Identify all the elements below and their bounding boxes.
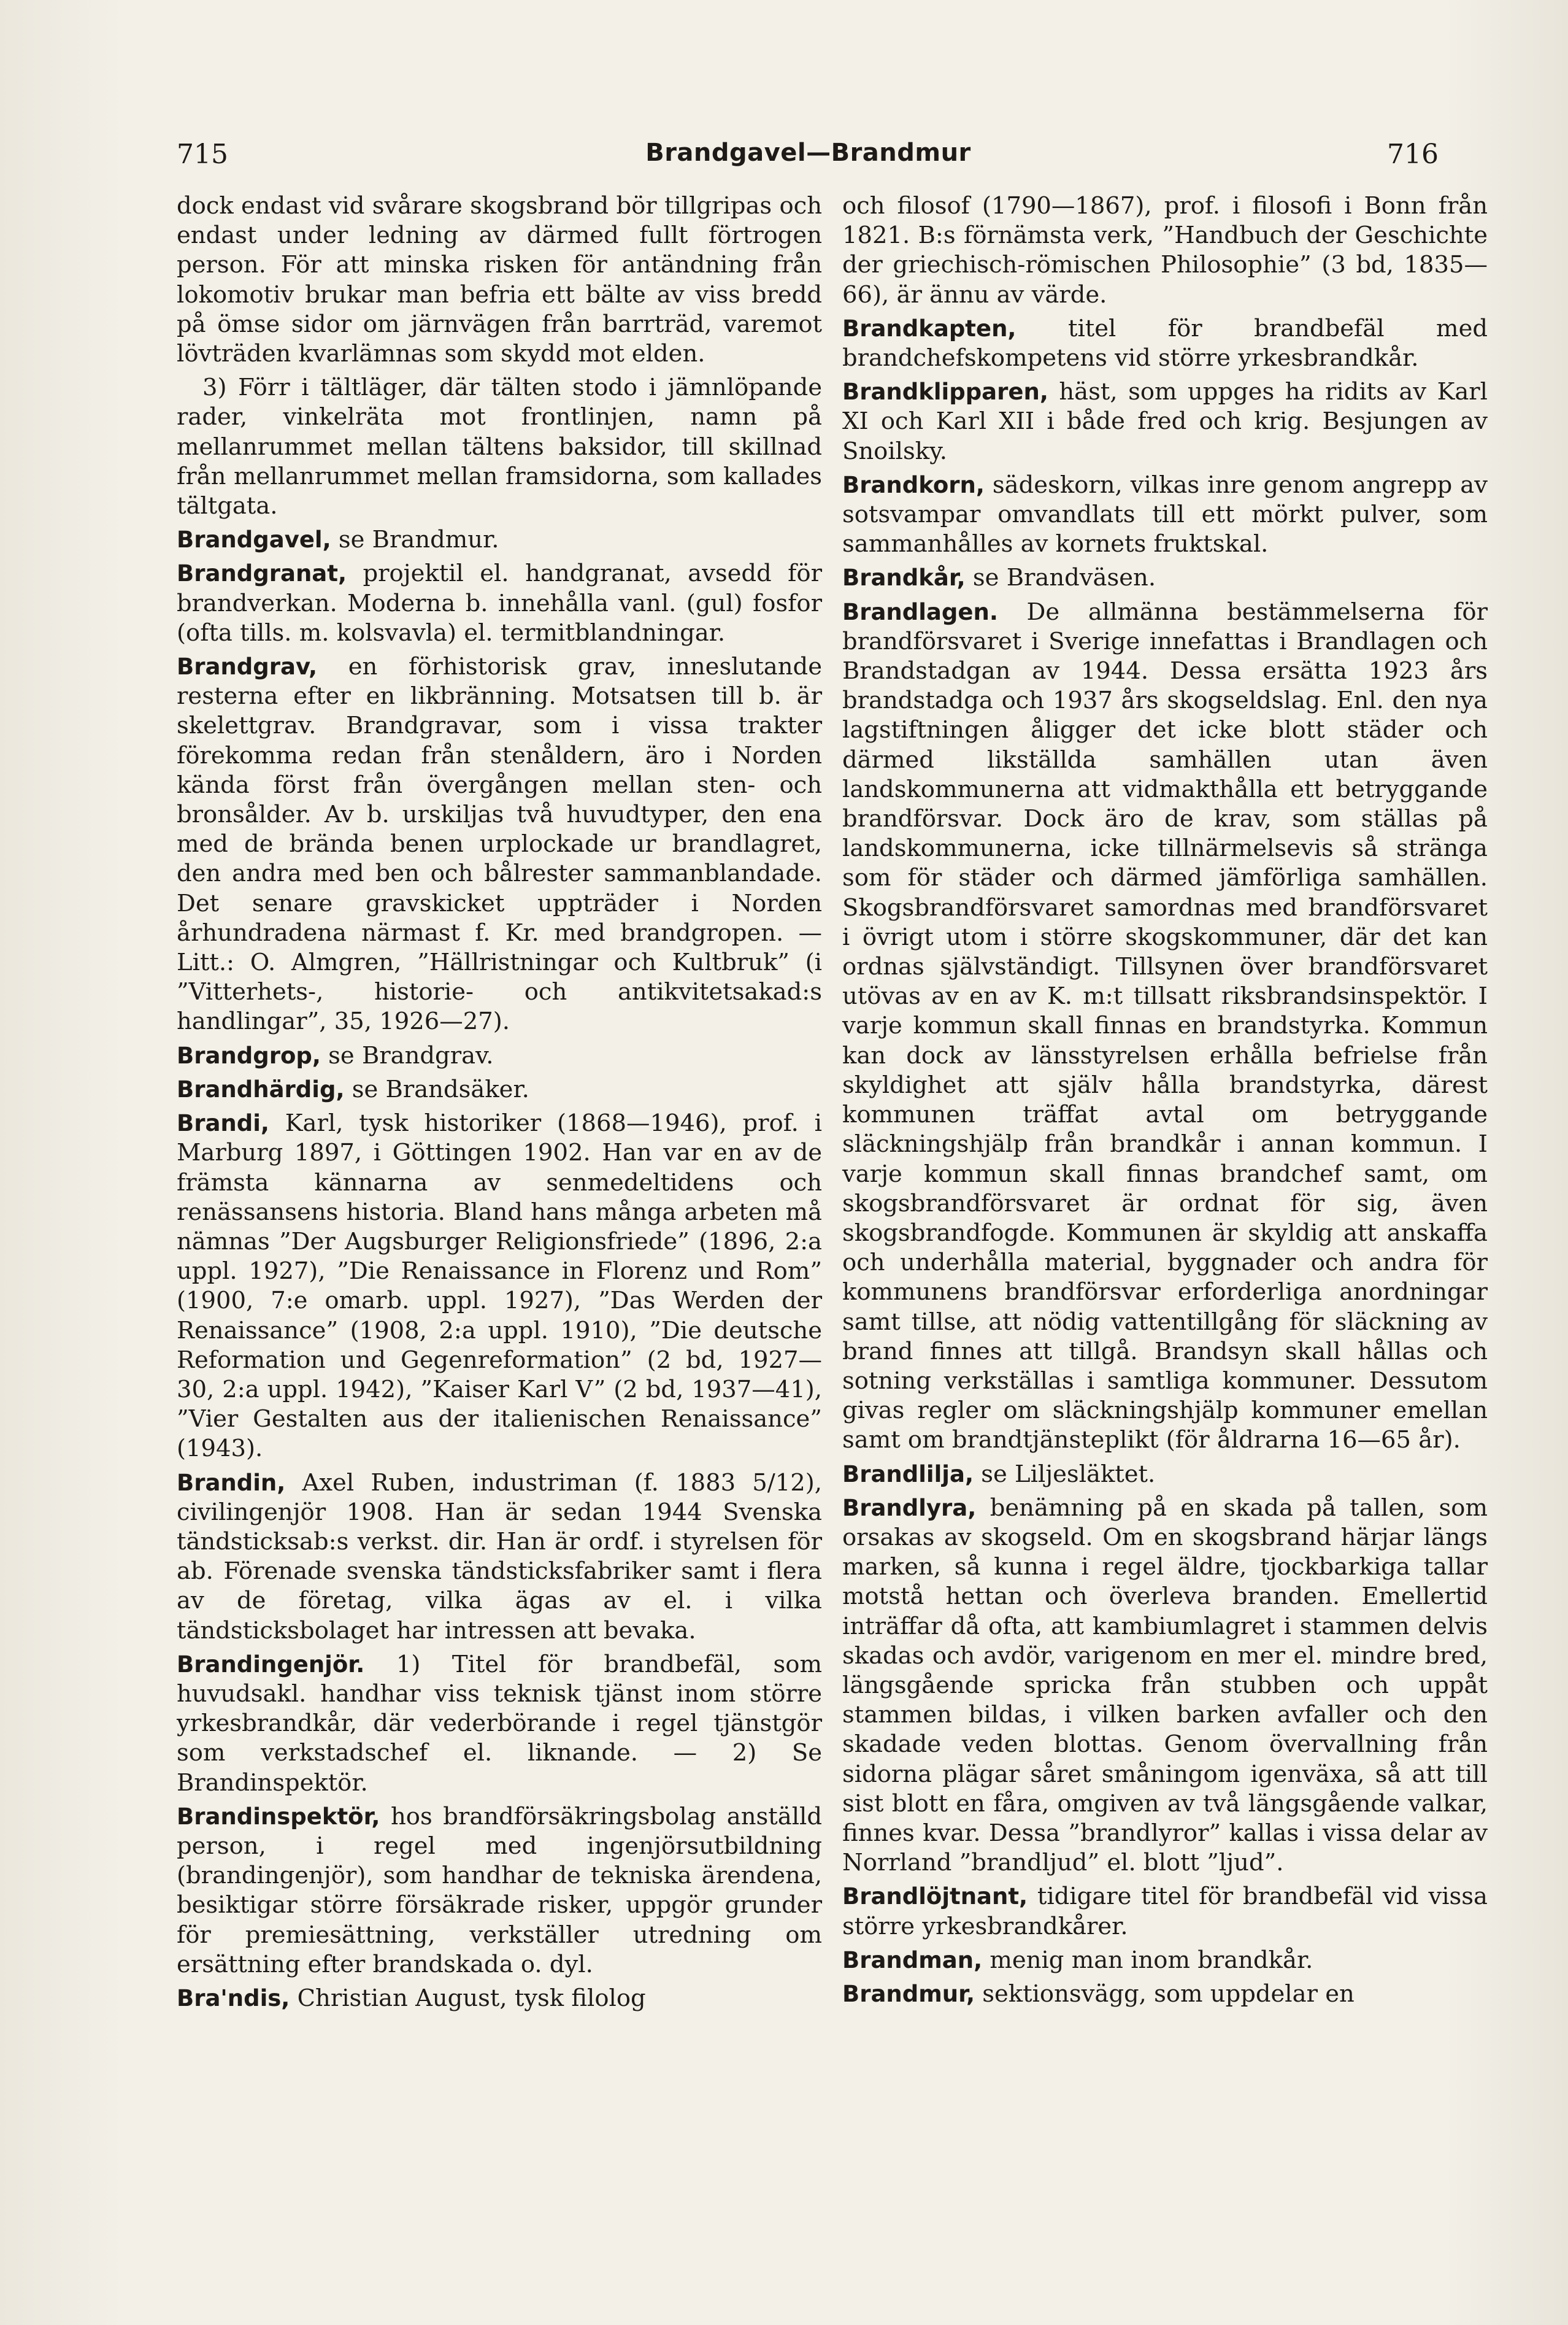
page-number-left: 715	[177, 139, 228, 170]
page-header	[172, 139, 1445, 182]
entry-text: Karl, tysk historiker (1868—1946), prof. i Marburg 1897, i Göttingen 1902. Han var en av de främsta kännarna av senmedeltidens och renässansens historia. Bland hans många arbeten må nämnas ”Der Augsburger Religionsfriede” (1896, 2:a uppl. 1927), ”Die Renaissance in Florenz und Rom” (1900, 7:e omarb. uppl. 1927), ”Das Werden der Renaissance” (1908, 2:a uppl. 1910), ”Die deutsche Reformation und Gegenreformation” (2 bd, 1927—30, 2:a uppl. 1942), ”Kaiser Karl V” (2 bd, 1937—41), ”Vier Gestalten aus der italienischen Renaissance” (1943).	[177, 1109, 822, 1463]
dictionary-entry	[177, 1041, 822, 1071]
entry-headword: Brandin,	[177, 1469, 286, 1496]
entry-text: dock endast vid svårare skogsbrand bör tillgripas och endast under ledning av därmed fullt förtrogen person. För att minska risken för antändning från lokomotiv brukar man befria ett bälte av viss bredd på ömse sidor om järnvägen från barrträd, varemot lövträden kvarlämnas som skydd mot elden.	[177, 192, 822, 368]
dictionary-entry	[177, 1109, 822, 1463]
entry-headword: Brandi,	[177, 1110, 269, 1137]
entry-headword: Brandlilja,	[842, 1460, 974, 1487]
entry-headword: Brandlöjtnant,	[842, 1883, 1028, 1910]
entry-text: projektil el. handgranat, avsedd för brandverkan. Moderna b. innehålla vanl. (gul) fosfor (ofta tills. m. kolsvavla) el. termitblandningar.	[177, 560, 822, 647]
entry-headword: Brandmur,	[842, 1980, 975, 2007]
entry-headword: Brandingenjör.	[177, 1651, 365, 1678]
entry-text: häst, som uppges ha ridits av Karl XI och Karl XII i både fred och krig. Besjungen av Snoilsky.	[842, 378, 1488, 465]
entry-headword: Brandklipparen,	[842, 379, 1048, 406]
dictionary-entry	[842, 1980, 1488, 2009]
entry-headword: Brandgrop,	[177, 1042, 321, 1069]
entry-headword: Brandgavel,	[177, 526, 331, 553]
page-number-right: 716	[1387, 139, 1439, 170]
dictionary-entry	[842, 1494, 1488, 1878]
entry-headword: Brandman,	[842, 1946, 983, 1973]
entry-text: menig man inom brandkår.	[982, 1946, 1313, 1974]
entry-text: sädeskorn, vilkas inre genom angrepp av sotsvampar omvandlats till ett mörkt pulver, som sammanhålles av kornets fruktskal.	[842, 471, 1488, 558]
entry-headword: Brandgranat,	[177, 560, 347, 587]
dictionary-entry	[842, 314, 1488, 373]
entry-headword: Brandkorn,	[842, 471, 985, 498]
entry-text: Christian August, tysk filolog	[290, 1984, 646, 2012]
dictionary-entry	[842, 1882, 1488, 1941]
entry-text: Axel Ruben, industriman (f. 1883 5/12), civilingenjör 1908. Han är sedan 1944 Svenska tändsticksab:s verkst. dir. Han är ordf. i styrelsen för ab. Förenade svenska tändsticksfabriker samt i flera av de företag, vilka ägas av el. i vilka tändsticksbolaget har intressen att bevaka.	[177, 1468, 822, 1644]
entry-headword: Brandkår,	[842, 565, 966, 592]
dictionary-entry	[842, 377, 1488, 466]
entry-text: De allmänna bestämmelserna för brandförsvaret i Sverige innefattas i Brandlagen och Brandstadgan av 1944. Dessa ersätta 1923 års brandstadga och 1937 års skogseldslag. Enl. den nya lagstiftningen åligger det icke blott städer och därmed likställda samhällen utan även landskommunerna att vidmakthålla ett betryggande brandförsvar. Dock äro de krav, som ställas på landskommunerna, icke tillnärmelsevis så stränga som för städer och därmed jämförliga samhällen. Skogsbrandförsvaret samordnas med brandförsvaret i övrigt utom i större skogskommuner, där det kan ordnas självständigt. Tillsynen över brandförsvaret utövas av en av K. m:t tillsatt riksbrandsinspektör. I varje kommun skall finnas en brandstyrka. Kommun kan dock av länsstyrelsen erhålla befrielse från skyldighet att själv hålla brandstyrka, därest kommunen träffat avtal om betryggande släckningshjälp från brandkår i annan kommun. I varje kommun skall finnas brandchef samt, om skogsbrandförsvaret är ordnat för sig, även skogsbrandfogde. Kommunen är skyldig att anskaffa och underhålla material, byggnader och andra för kommunens brandförsvar erforderliga anordningar samt tillse, att nödig vattentillgång för släckning av brand finnes att tillgå. Brandsyn skall hållas och sotning verkställas i samtliga kommuner. Dessutom givas regler om släckningshjälp kommuner emellan samt om brandtjänsteplikt (för åldrarna 16—65 år).	[842, 598, 1488, 1454]
entry-headword: Brandgrav,	[177, 654, 318, 681]
entry-text: och filosof (1790—1867), prof. i filosofi i Bonn från 1821. B:s förnämsta verk, ”Handbuch der Geschichte der griechisch-römischen Philosophie” (3 bd, 1835—66), är ännu av värde.	[842, 192, 1488, 309]
dictionary-entry	[842, 598, 1488, 1456]
dictionary-entry	[177, 525, 822, 555]
entry-text: se Brandmur.	[331, 526, 499, 554]
dictionary-entry	[842, 563, 1488, 593]
dictionary-entry	[177, 1075, 822, 1105]
running-title: Brandgavel—Brandmur	[645, 139, 971, 167]
dictionary-entry	[177, 559, 822, 648]
entry-headword: Brandhärdig,	[177, 1076, 345, 1103]
entry-text: se Brandväsen.	[965, 564, 1156, 592]
dictionary-entry	[842, 1946, 1488, 1975]
right-column	[842, 191, 1488, 2013]
dictionary-entry	[177, 1984, 822, 2013]
entry-text: se Brandsäker.	[344, 1075, 529, 1103]
entry-text: 1) Titel för brandbefäl, som huvudsakl. handhar viss teknisk tjänst inom större yrkesbrandkår, där vederbörande i regel tjänstgör som verkstadschef el. liknande. — 2) Se Brandinspektör.	[177, 1650, 822, 1797]
entry-text: hos brandförsäkringsbolag anställd person, i regel med ingenjörsutbildning (brandingenjör), som handhar de tekniska ärendena, besiktigar större försäkrade risker, uppgör grunder för premiesättning, verkställer utredning om ersättning efter brandskada o. dyl.	[177, 1802, 822, 1978]
entry-headword: Brandlyra,	[842, 1494, 977, 1521]
dictionary-entry	[177, 373, 822, 521]
entry-headword: Bra'ndis,	[177, 1984, 290, 2011]
entry-headword: Brandkapten,	[842, 315, 1017, 342]
entry-text: se Liljesläktet.	[974, 1460, 1156, 1488]
entry-text: tidigare titel för brandbefäl vid vissa större yrkesbrandkårer.	[842, 1883, 1488, 1940]
entry-text: 3) Förr i tältläger, där tälten stodo i jämnlöpande rader, vinkelräta mot frontlinjen, namn på mellanrummet mellan tältens baksidor, till skillnad från mellanrummet mellan framsidorna, som kallades tältgata.	[177, 374, 822, 520]
dictionary-entry	[842, 1460, 1488, 1489]
dictionary-entry	[842, 471, 1488, 560]
dictionary-entry	[842, 191, 1488, 310]
entry-text: se Brandgrav.	[320, 1041, 494, 1070]
dictionary-entry	[177, 1468, 822, 1646]
entry-headword: Brandinspektör,	[177, 1803, 380, 1830]
entry-headword: Brandlagen.	[842, 598, 998, 625]
entry-text: en förhistorisk grav, inneslutande resterna efter en likbränning. Motsatsen till b. är skelettgrav. Brandgravar, som i vissa trakter förekomma redan från stenåldern, äro i Norden kända först från övergången mellan sten- och bronsålder. Av b. urskiljas två huvudtyper, den ena med de brända benen urplockade ur brandlagret, den andra med ben och bålrester sammanblandade. Det senare gravskicket uppträder i Norden århundradena närmast f. Kr. med brandgropen. — Litt.: O. Almgren, ”Hällristningar och Kultbruk” (i ”Vitterhets-, historie- och antikvitetsakad:s handlingar”, 35, 1926—27).	[177, 653, 822, 1036]
dictionary-entry	[177, 1650, 822, 1798]
entry-text: titel för brandbefäl med brandchefskompetens vid större yrkesbrandkår.	[842, 314, 1488, 372]
entry-text: sektionsvägg, som uppdelar en	[975, 1980, 1355, 2008]
dictionary-entry	[177, 1802, 822, 1980]
dictionary-entry	[177, 191, 822, 369]
left-column	[177, 191, 822, 2018]
entry-text: benämning på en skada på tallen, som orsakas av skogseld. Om en skogsbrand härjar längs marken, så kunna i regel äldre, tjockbarkiga tallar motstå hettan och överleva branden. Emellertid inträffar då ofta, att kambiumlagret i stammen delvis skadas och avdör, varigenom en mer el. mindre bred, längsgående spricka från stubben och uppåt stammen bildas, i vilken barken avfaller och den skadade veden blottas. Genom övervallning från sidorna plägar såret småningom igenväxa, så att till sist blott en fåra, omgiven av två längsgående valkar, finnes kvar. Dessa ”brandlyror” kallas i vissa delar av Norrland ”brandljud” el. blott ”ljud”.	[842, 1494, 1488, 1877]
dictionary-entry	[177, 652, 822, 1037]
